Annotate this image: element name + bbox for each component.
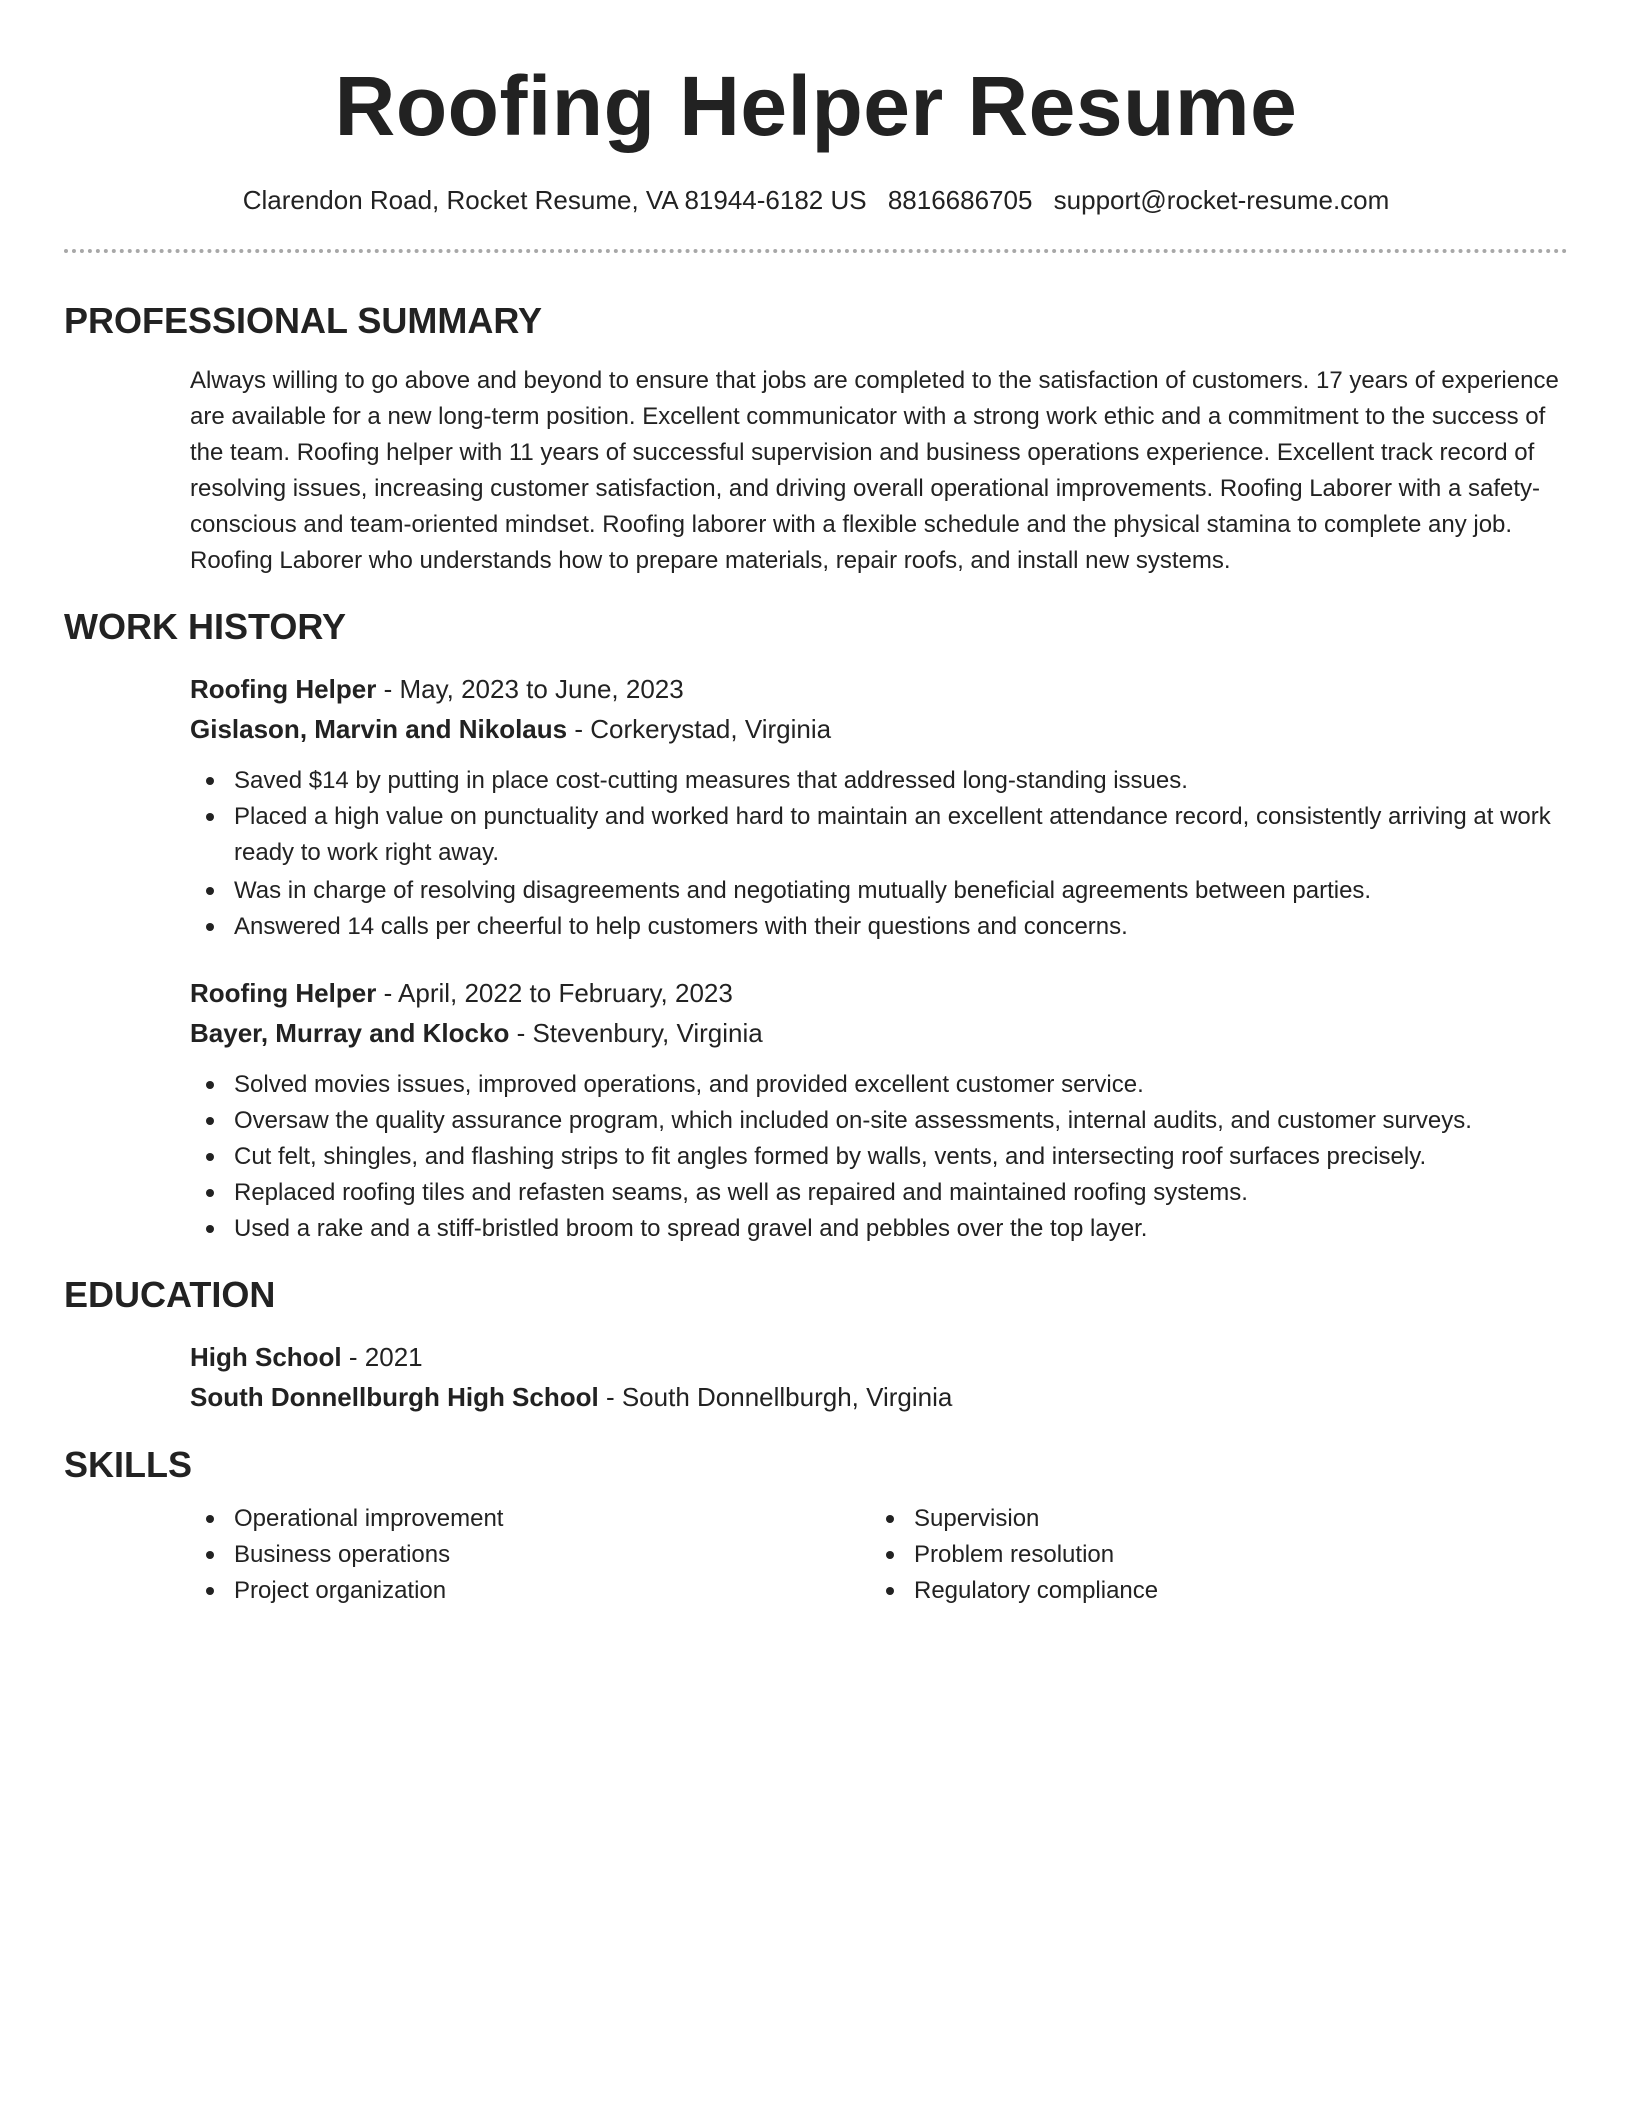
bullet-dot-icon	[206, 813, 214, 821]
skills-column-left	[190, 1501, 870, 1609]
education-school-line	[190, 1377, 1568, 1417]
contact-email: support@rocket-resume.com	[1053, 185, 1390, 215]
education-entry	[190, 1337, 1568, 1417]
job-bullets	[190, 763, 1568, 945]
skill-text: Supervision	[914, 1505, 1040, 1532]
job-entry	[190, 973, 1568, 1247]
skill-item	[190, 1501, 870, 1537]
bullet-dot-icon	[206, 1153, 214, 1161]
bullet-dot-icon	[206, 1081, 214, 1089]
skill-text: Business operations	[234, 1541, 451, 1568]
bullet-dot-icon	[206, 1551, 214, 1559]
bullet-text: Cut felt, shingles, and flashing strips to fit angles formed by walls, vents, and intersecting roof surfaces precisely.	[234, 1143, 1427, 1170]
bullet-dot-icon	[206, 1587, 214, 1595]
bullet-text: Replaced roofing tiles and refasten seams, as well as repaired and maintained roofing systems.	[234, 1179, 1248, 1206]
skills-grid	[190, 1501, 1568, 1609]
bullet-item	[190, 1175, 1568, 1211]
header-divider	[64, 249, 1568, 253]
skill-item	[190, 1573, 870, 1609]
job-company: Bayer, Murray and Klocko	[190, 1018, 510, 1048]
contact-line	[64, 183, 1568, 217]
job-entry	[190, 669, 1568, 945]
job-title-line	[190, 669, 1568, 709]
education-degree: High School	[190, 1342, 342, 1372]
skill-text: Project organization	[234, 1577, 447, 1604]
work-history-heading: WORK HISTORY	[64, 606, 347, 647]
skill-item	[870, 1537, 1550, 1573]
summary-text: Always willing to go above and beyond to ensure that jobs are completed to the satisfaction of customers. 17 years of experience are available for a new long-term position. Excellent communicator with a strong work ethic and a commitment to the success of the team. Roofing helper with 11 years of successful supervision and business operations experience. Excellent track record of resolving issues, increasing customer satisfaction, and driving overall operational improvements. Roofing Laborer with a safety-conscious and team-oriented mindset. Roofing laborer with a flexible schedule and the physical stamina to complete any job. Roofing Laborer who understands how to prepare materials, repair roofs, and install new systems.	[190, 367, 1559, 574]
skill-item	[190, 1537, 870, 1573]
bullet-dot-icon	[206, 887, 214, 895]
skill-text: Regulatory compliance	[914, 1577, 1159, 1604]
bullet-item	[190, 799, 1568, 871]
skill-item	[870, 1573, 1550, 1609]
education-heading: EDUCATION	[64, 1274, 276, 1315]
resume-title: Roofing Helper Resume	[334, 59, 1298, 153]
contact-address: Clarendon Road, Rocket Resume, VA 81944-6182 US	[242, 185, 867, 215]
job-company-line	[190, 709, 1568, 749]
bullet-text: Solved movies issues, improved operations, and provided excellent customer service.	[234, 1071, 1144, 1098]
bullet-dot-icon	[206, 923, 214, 931]
bullet-item	[190, 763, 1568, 799]
skill-item	[870, 1501, 1550, 1537]
skills-heading: SKILLS	[64, 1444, 193, 1485]
summary-heading: PROFESSIONAL SUMMARY	[64, 300, 543, 341]
bullet-item	[190, 1067, 1568, 1103]
skills-column-right	[870, 1501, 1550, 1609]
bullet-text: Used a rake and a stiff-bristled broom to spread gravel and pebbles over the top layer.	[234, 1215, 1148, 1242]
job-bullets	[190, 1067, 1568, 1247]
bullet-text: Oversaw the quality assurance program, which included on-site assessments, internal audits, and customer surveys.	[234, 1107, 1472, 1134]
bullet-text: Placed a high value on punctuality and worked hard to maintain an excellent attendance record, consistently arriving at work ready to work right away.	[234, 803, 1551, 866]
job-title-line	[190, 973, 1568, 1013]
bullet-dot-icon	[206, 777, 214, 785]
job-dates: - April, 2022 to February, 2023	[376, 978, 733, 1008]
education-school: South Donnellburgh High School	[190, 1382, 599, 1412]
job-title: Roofing Helper	[190, 674, 377, 704]
skill-text: Operational improvement	[234, 1505, 504, 1532]
job-title: Roofing Helper	[190, 978, 377, 1008]
bullet-dot-icon	[206, 1515, 214, 1523]
skill-text: Problem resolution	[914, 1541, 1115, 1568]
contact-phone: 8816686705	[887, 185, 1033, 215]
bullet-dot-icon	[206, 1225, 214, 1233]
job-dates: - May, 2023 to June, 2023	[376, 674, 684, 704]
bullet-item	[190, 1103, 1568, 1139]
bullet-dot-icon	[206, 1189, 214, 1197]
bullet-item	[190, 1139, 1568, 1175]
job-company-line	[190, 1013, 1568, 1053]
education-year: - 2021	[341, 1342, 423, 1372]
bullet-dot-icon	[886, 1587, 894, 1595]
education-location: - South Donnellburgh, Virginia	[598, 1382, 953, 1412]
job-location: - Stevenbury, Virginia	[509, 1018, 763, 1048]
bullet-item	[190, 873, 1568, 909]
job-location: - Corkerystad, Virginia	[567, 714, 832, 744]
bullet-dot-icon	[886, 1551, 894, 1559]
bullet-text: Was in charge of resolving disagreements and negotiating mutually beneficial agreements between parties.	[234, 877, 1372, 904]
bullet-dot-icon	[886, 1515, 894, 1523]
job-company: Gislason, Marvin and Nikolaus	[190, 714, 568, 744]
education-degree-line	[190, 1337, 1568, 1377]
bullet-item	[190, 909, 1568, 945]
skills-list	[190, 1501, 870, 1609]
bullet-dot-icon	[206, 1117, 214, 1125]
bullet-text: Answered 14 calls per cheerful to help customers with their questions and concerns.	[234, 913, 1128, 940]
bullet-item	[190, 1211, 1568, 1247]
skills-list	[870, 1501, 1550, 1609]
bullet-text: Saved $14 by putting in place cost-cutting measures that addressed long-standing issues.	[234, 767, 1188, 794]
